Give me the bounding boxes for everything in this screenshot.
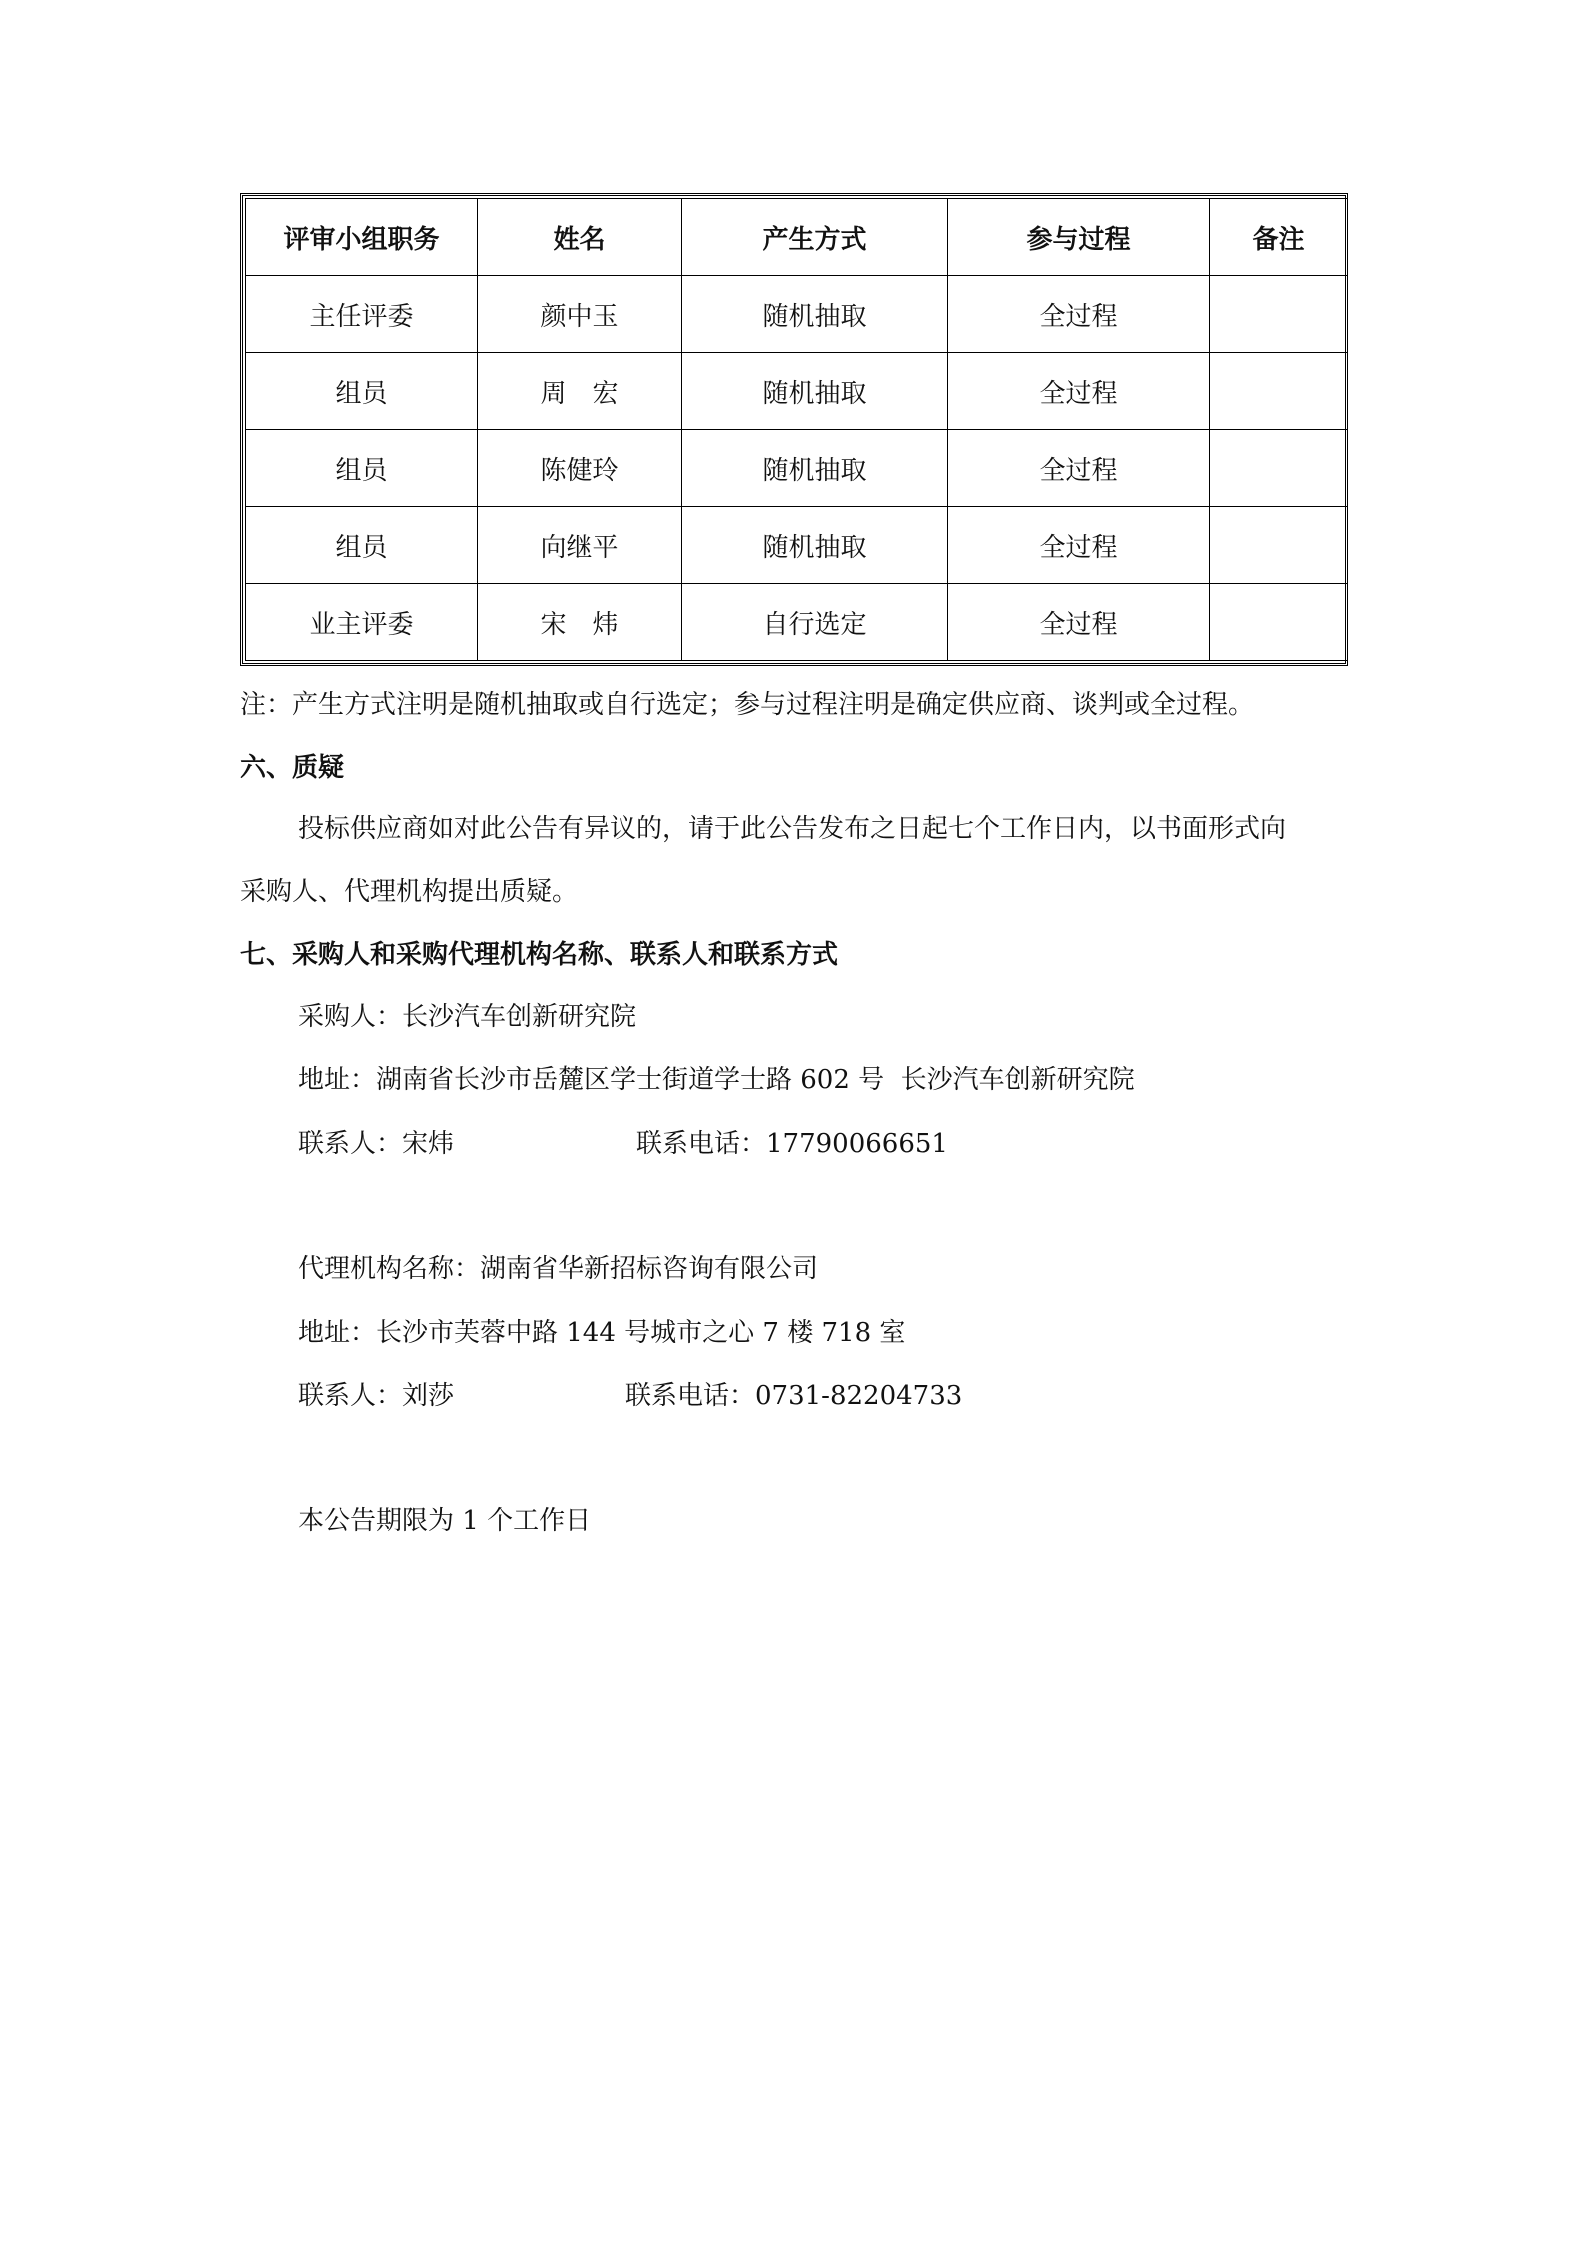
cell-method: 随机抽取: [682, 353, 948, 430]
cell-process: 全过程: [948, 584, 1210, 661]
cell-method: 随机抽取: [682, 276, 948, 353]
notice-period: 本公告期限为 1 个工作日: [298, 1506, 592, 1536]
cell-role: 业主评委: [246, 584, 478, 661]
cell-process: 全过程: [948, 430, 1210, 507]
objection-paragraph-line2: 采购人、代理机构提出质疑。: [240, 877, 579, 907]
cell-remark: [1210, 353, 1348, 430]
buyer-name: 采购人：长沙汽车创新研究院: [298, 1002, 637, 1032]
cell-name: 周 宏: [478, 353, 682, 430]
buyer-contact-person: 联系人：宋炜: [298, 1129, 455, 1159]
table-header-row: [246, 199, 1348, 276]
agent-contact-person: 联系人：刘莎: [298, 1381, 455, 1411]
cell-remark: [1210, 507, 1348, 584]
agent-address: 地址：长沙市芙蓉中路 144 号城市之心 7 楼 718 室: [298, 1318, 906, 1348]
header-name: 姓名: [478, 199, 682, 276]
cell-remark: [1210, 276, 1348, 353]
cell-name: 颜中玉: [478, 276, 682, 353]
cell-name: 宋 炜: [478, 584, 682, 661]
table-row: [246, 507, 1348, 584]
header-process: 参与过程: [948, 199, 1210, 276]
cell-remark: [1210, 430, 1348, 507]
table-row: [246, 276, 1348, 353]
cell-name: 陈健玲: [478, 430, 682, 507]
cell-process: 全过程: [948, 507, 1210, 584]
table-row: [246, 430, 1348, 507]
cell-method: 随机抽取: [682, 507, 948, 584]
cell-role: 主任评委: [246, 276, 478, 353]
section-heading-objection: 六、质疑: [240, 753, 345, 783]
agent-phone: 联系电话：0731-82204733: [625, 1381, 963, 1411]
header-role: 评审小组职务: [246, 199, 478, 276]
cell-role: 组员: [246, 353, 478, 430]
cell-process: 全过程: [948, 276, 1210, 353]
buyer-address: 地址：湖南省长沙市岳麓区学士街道学士路 602 号 长沙汽车创新研究院: [298, 1065, 1135, 1095]
cell-process: 全过程: [948, 353, 1210, 430]
cell-method: 随机抽取: [682, 430, 948, 507]
cell-method: 自行选定: [682, 584, 948, 661]
section-heading-contacts: 七、采购人和采购代理机构名称、联系人和联系方式: [240, 940, 839, 970]
table-note: 注：产生方式注明是随机抽取或自行选定；参与过程注明是确定供应商、谈判或全过程。: [240, 690, 1255, 720]
objection-paragraph-line1: 投标供应商如对此公告有异议的，请于此公告发布之日起七个工作日内，以书面形式向: [298, 814, 1287, 844]
buyer-phone: 联系电话：17790066651: [636, 1129, 948, 1159]
agent-name: 代理机构名称：湖南省华新招标咨询有限公司: [298, 1254, 819, 1284]
table-row: [246, 353, 1348, 430]
header-method: 产生方式: [682, 199, 948, 276]
cell-remark: [1210, 584, 1348, 661]
review-committee-table: [240, 193, 1348, 666]
cell-name: 向继平: [478, 507, 682, 584]
cell-role: 组员: [246, 507, 478, 584]
table-row: [246, 584, 1348, 661]
cell-role: 组员: [246, 430, 478, 507]
header-remark: 备注: [1210, 199, 1348, 276]
